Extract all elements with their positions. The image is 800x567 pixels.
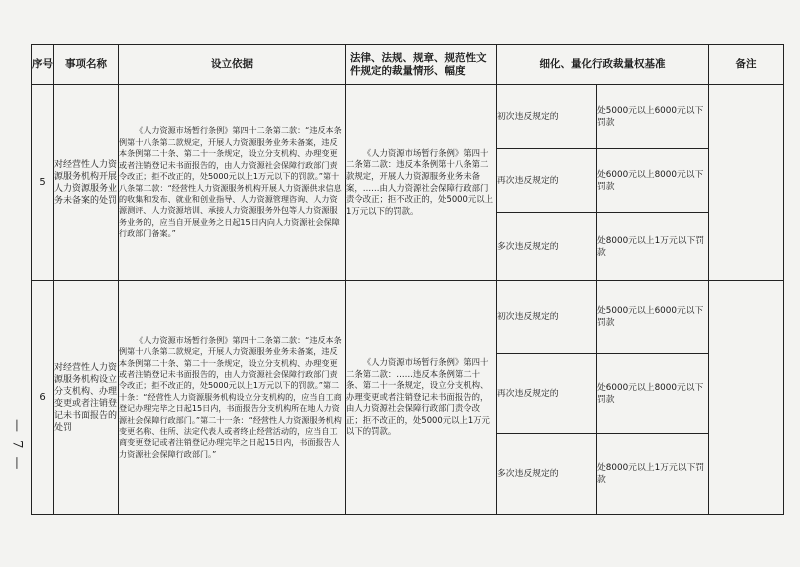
row-law: 《人力资源市场暂行条例》第四十二条第二款：违反本条例第十八条第二款规定，开展人力资源服务业务未备案，……由人力资源社会保障行政部门责令改正；拒不改正的，处5000元以上1万元以下的罚款。 bbox=[346, 85, 497, 281]
criteria-circumstance: 多次违反规定的 bbox=[497, 434, 597, 515]
row-seq: 5 bbox=[32, 85, 54, 281]
header-row bbox=[32, 45, 784, 85]
table-row bbox=[32, 85, 784, 149]
criteria-circumstance: 初次违反规定的 bbox=[497, 85, 597, 149]
row-item-name: 对经营性人力资源服务机构设立分支机构、办理变更或者注销登记未书面报告的处罚 bbox=[54, 281, 119, 515]
criteria-penalty: 处6000元以上8000元以下罚款 bbox=[597, 354, 709, 434]
criteria-penalty: 处6000元以上8000元以下罚款 bbox=[597, 149, 709, 213]
criteria-circumstance: 再次违反规定的 bbox=[497, 149, 597, 213]
row-basis: 《人力资源市场暂行条例》第四十二条第二款：“违反本条例第十八条第二款规定，开展人力资源服务业务未备案，违反本条例第二十条、第二十一条规定，设立分支机构、办理变更或者注销登记未书面报告的，由人力资源社会保障行政部门责令改正；拒不改正的，处5000元以上1万元以下的罚款。”第二十条：“经营性人力资源服务机构设立分支机构的，应当自工商登记办理完毕之日起15日内，书面报告分支机构所在地人力资源社会保障行政部门。”第二十一条：“经营性人力资源服务机构变更名称、住所、法定代表人或者终止经营活动的，应当自工商变更登记或者注销登记办理完毕之日起15日内，书面报告人力资源社会保障行政部门。” bbox=[119, 281, 346, 515]
criteria-penalty: 处5000元以上6000元以下罚款 bbox=[597, 281, 709, 354]
header-item: 事项名称 bbox=[54, 45, 119, 85]
criteria-penalty: 处5000元以上6000元以下罚款 bbox=[597, 85, 709, 149]
criteria-penalty: 处8000元以上1万元以下罚款 bbox=[597, 434, 709, 515]
row-seq: 6 bbox=[32, 281, 54, 515]
page-number: — 7 — bbox=[9, 418, 25, 472]
row-note bbox=[709, 85, 784, 281]
table-row bbox=[32, 281, 784, 354]
row-note bbox=[709, 281, 784, 515]
header-law: 法律、法规、规章、规范性文件规定的裁量情形、幅度 bbox=[346, 45, 497, 85]
regulation-table bbox=[31, 44, 784, 515]
criteria-circumstance: 初次违反规定的 bbox=[497, 281, 597, 354]
row-basis: 《人力资源市场暂行条例》第四十二条第二款：“违反本条例第十八条第二款规定，开展人力资源服务业务未备案，违反本条例第二十条、第二十一条规定，设立分支机构、办理变更或者注销登记未书面报告的，由人力资源社会保障行政部门责令改正；拒不改正的，处5000元以上1万元以下的罚款。”第十八条第二款：“经营性人力资源服务机构开展人力资源供求信息的收集和发布、就业和创业指导、人力资源管理咨询、人力资源测评、人力资源培训、承接人力资源服务外包等人力资源服务业务的，应当自开展业务之日起15日内向人力资源社会保障行政部门备案。” bbox=[119, 85, 346, 281]
row-law: 《人力资源市场暂行条例》第四十二条第二款：……违反本条例第二十条、第二十一条规定，设立分支机构、办理变更或者注销登记未书面报告的，由人力资源社会保障行政部门责令改正；拒不改正的，处5000元以上1万元以下的罚款。 bbox=[346, 281, 497, 515]
header-note: 备注 bbox=[709, 45, 784, 85]
header-seq: 序号 bbox=[32, 45, 54, 85]
header-basis: 设立依据 bbox=[119, 45, 346, 85]
header-criteria: 细化、量化行政裁量权基准 bbox=[497, 45, 709, 85]
row-item-name: 对经营性人力资源服务机构开展人力资源服务业务未备案的处罚 bbox=[54, 85, 119, 281]
criteria-penalty: 处8000元以上1万元以下罚款 bbox=[597, 213, 709, 281]
criteria-circumstance: 多次违反规定的 bbox=[497, 213, 597, 281]
criteria-circumstance: 再次违反规定的 bbox=[497, 354, 597, 434]
